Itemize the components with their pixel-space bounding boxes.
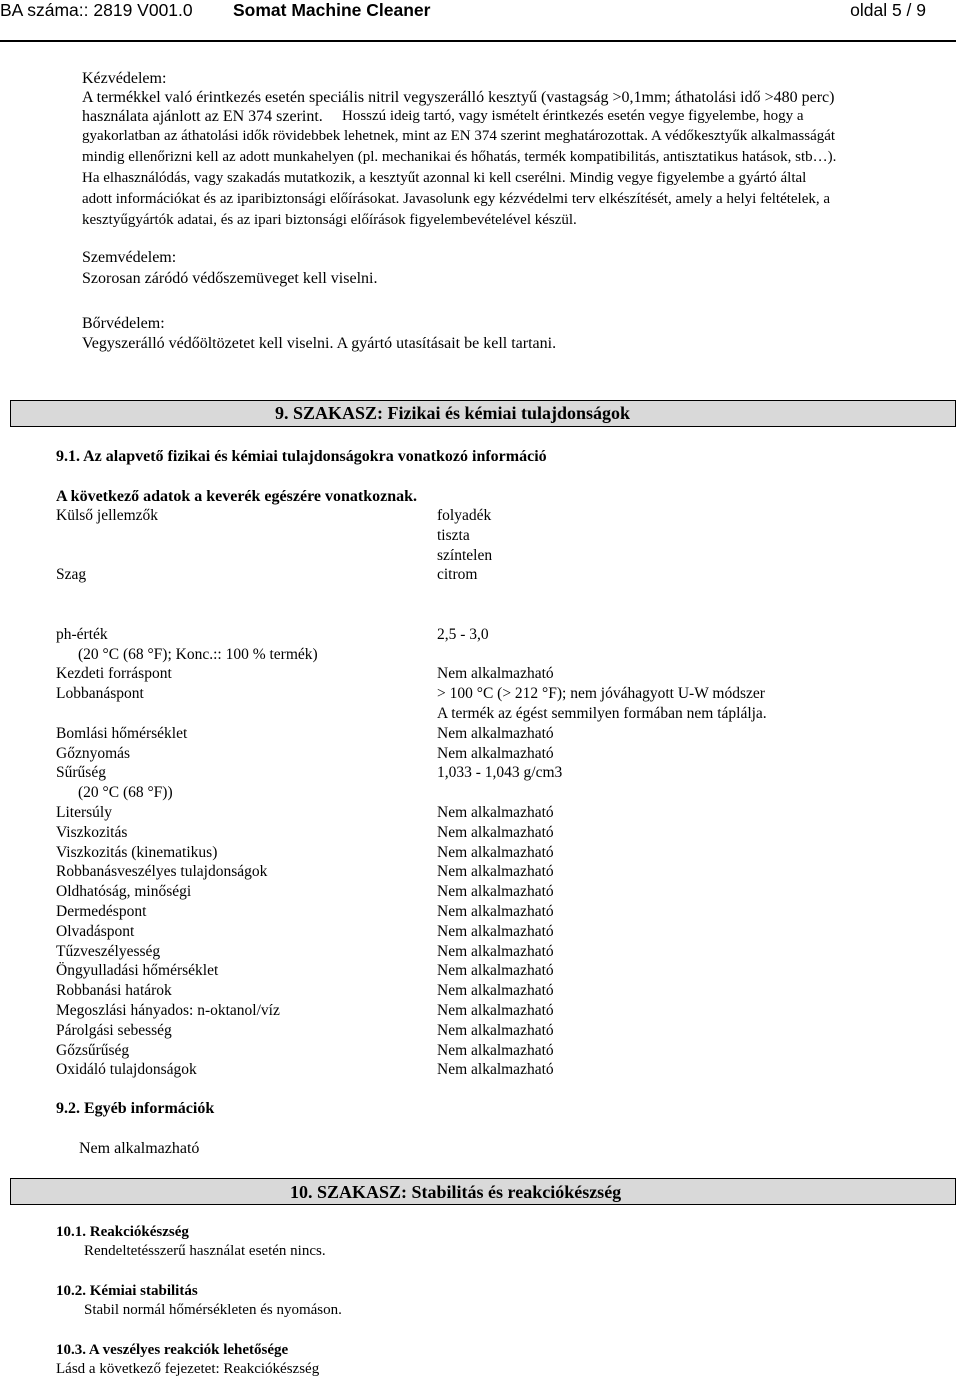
section-10-title: 10. SZAKASZ: Stabilitás és reakciókészség (290, 1182, 622, 1202)
property-value: folyadék (437, 507, 492, 524)
section-9-2-text: Nem alkalmazható (79, 1140, 200, 1157)
property-value: színtelen (437, 546, 493, 564)
property-value: Nem alkalmazható (437, 1002, 554, 1019)
property-value: Nem alkalmazható (437, 1021, 554, 1039)
property-value: Nem alkalmazható (437, 724, 554, 742)
property-value: Nem alkalmazható (437, 1041, 554, 1059)
property-label: (20 °C (68 °F); Konc.:: 100 % termék) (78, 645, 318, 663)
property-label: Külső jellemzők (56, 507, 159, 524)
property-label: Tűzveszélyesség (56, 942, 161, 960)
section-9-1-title: 9.1. Az alapvető fizikai és kémiai tulajdonságokra vonatkozó információ (56, 448, 547, 465)
property-label: Robbanási határok (56, 982, 172, 1000)
property-label: Gőznyomás (56, 744, 131, 762)
header-divider (0, 40, 956, 42)
property-label: Lobbanáspont (56, 685, 144, 703)
property-label: Robbanásveszélyes tulajdonságok (56, 863, 268, 881)
property-value: 2,5 - 3,0 (437, 625, 489, 643)
property-value: Nem alkalmazható (437, 903, 554, 920)
section-10-1-title: 10.1. Reakciókészség (56, 1224, 189, 1240)
hand-protection-line2: használata ajánlott az EN 374 szerint. (82, 108, 323, 125)
property-label: Oxidáló tulajdonságok (56, 1061, 197, 1079)
property-label: Sűrűség (56, 764, 106, 782)
property-value: Nem alkalmazható (437, 942, 554, 960)
property-value: Nem alkalmazható (437, 843, 554, 861)
property-label: Dermedéspont (56, 903, 147, 920)
property-label: Olvadáspont (56, 922, 135, 940)
property-value: Nem alkalmazható (437, 665, 554, 683)
product-name: Somat Machine Cleaner (233, 0, 431, 20)
property-label: Öngyulladási hőmérséklet (56, 962, 219, 980)
hand-protection-para-2: mindig ellenőrizni kell az adott munkahelyen (pl. mechanikai és hőhatás, termék kompatibilitás, antisztatikus hatások, stb…). (82, 149, 837, 165)
property-value: A termék az égést semmilyen formában nem táplálja. (437, 705, 767, 722)
property-label: Megoszlási hányados: n-oktanol/víz (56, 1002, 280, 1019)
property-label: ph-érték (56, 625, 108, 643)
hand-protection-para-5: kesztyűgyártók adatai, és az ipari biztonsági előírások figyelembevételével készül. (82, 212, 577, 228)
hand-protection-para-0: Hosszú ideig tartó, vagy ismételt érintkezés esetén vegye figyelembe, hogy a (342, 108, 804, 124)
property-label: (20 °C (68 °F)) (78, 784, 173, 802)
property-value: Nem alkalmazható (437, 922, 554, 940)
property-value: citrom (437, 566, 478, 584)
property-label: Oldhatóság, minőségi (56, 883, 192, 901)
section-10-2-text: Stabil normál hőmérsékleten és nyomáson. (84, 1302, 342, 1318)
property-label: Kezdeti forráspont (56, 665, 172, 683)
property-value: Nem alkalmazható (437, 962, 554, 980)
property-value: Nem alkalmazható (437, 883, 554, 901)
property-value: Nem alkalmazható (437, 863, 554, 881)
section-9-2-title: 9.2. Egyéb információk (56, 1100, 215, 1117)
property-value: Nem alkalmazható (437, 982, 554, 1000)
document-id: BA száma:: 2819 V001.0 (0, 0, 193, 20)
skin-protection-label: Bőrvédelem: (82, 315, 165, 332)
section-10-3-title: 10.3. A veszélyes reakciók lehetősége (56, 1342, 289, 1358)
hand-protection-line1: A termékkel való érintkezés esetén speciális nitril vegyszerálló kesztyű (vastagság >0,1mm; áthatolási idő >480 perc) (82, 89, 835, 106)
property-label: Viszkozitás (kinematikus) (56, 843, 218, 861)
page-number: oldal 5 / 9 (850, 0, 926, 20)
eye-protection-label: Szemvédelem: (82, 249, 177, 266)
property-label: Litersúly (56, 804, 112, 821)
property-value: tiszta (437, 526, 470, 544)
property-value: Nem alkalmazható (437, 744, 554, 762)
property-value: Nem alkalmazható (437, 823, 554, 841)
property-value: > 100 °C (> 212 °F); nem jóváhagyott U-W módszer (437, 685, 765, 703)
hand-protection-para-3: Ha elhasználódás, vagy szakadás mutatkozik, a kesztyűt azonnal ki kell cserélni. Mindig vegye figyelembe a gyártó által (82, 170, 807, 186)
property-value: Nem alkalmazható (437, 804, 554, 821)
hand-protection-para-1: gyakorlatban az áthatolási idők rövidebbek lehetnek, mint az EN 374 szerint meghatározottak. A védőkesztyűk alkalmasságát (82, 128, 836, 144)
skin-protection-text: Vegyszerálló védőöltözetet kell viselni. A gyártó utasításait be kell tartani. (82, 335, 557, 352)
property-value: 1,033 - 1,043 g/cm3 (437, 764, 563, 782)
eye-protection-text: Szorosan záródó védőszemüveget kell viselni. (82, 270, 378, 287)
section-10-2-title: 10.2. Kémiai stabilitás (56, 1283, 198, 1299)
section-9-intro: A következő adatok a keverék egészére vonatkoznak. (56, 488, 417, 505)
property-label: Bomlási hőmérséklet (56, 724, 188, 742)
hand-protection-paragraph (82, 126, 942, 231)
section-10-3-text: Lásd a következő fejezetet: Reakciókészség (56, 1361, 320, 1377)
property-label: Viszkozitás (56, 823, 128, 841)
property-label: Párolgási sebesség (56, 1021, 172, 1039)
hand-protection-label: Kézvédelem: (82, 70, 167, 87)
property-label: Gőzsűrűség (56, 1041, 130, 1059)
property-label: Szag (56, 566, 87, 584)
hand-protection-para-4: adott információkat és az iparibiztonsági előírásokat. Javasolunk egy kézvédelmi terv elkészítését, amely a helyi feltételek, a (82, 191, 831, 207)
section-9-title: 9. SZAKASZ: Fizikai és kémiai tulajdonságok (275, 403, 631, 423)
section-10-1-text: Rendeltetésszerű használat esetén nincs. (84, 1243, 326, 1259)
property-value: Nem alkalmazható (437, 1061, 554, 1079)
